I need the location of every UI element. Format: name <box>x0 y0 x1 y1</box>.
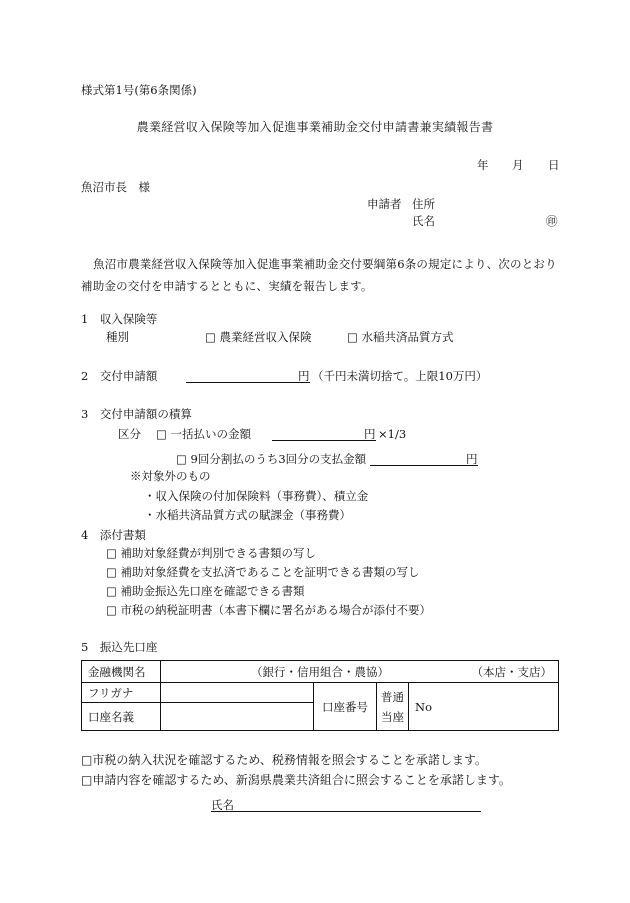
installment-amount-field[interactable] <box>370 452 478 466</box>
lump-sum-option[interactable]: □ 一括払いの金額 <box>156 427 252 441</box>
account-type-checking: 当座 <box>381 709 404 724</box>
signature-label: 氏名 <box>211 798 481 812</box>
furigana-field[interactable] <box>161 683 314 703</box>
seal-mark: ㊞ <box>546 214 558 228</box>
lump-sum-amount-field[interactable] <box>272 427 376 441</box>
section2-heading: 2 交付申請額 <box>81 369 158 383</box>
bank-types: （銀行・信用組合・農協） <box>251 664 389 679</box>
date-year: 年 <box>477 158 489 172</box>
installment-unit: 円 <box>466 452 478 466</box>
consent-mutual-aid[interactable]: □申請内容を確認するため、新潟県農業共済組合に照会することを承諾します。 <box>81 773 511 787</box>
section1-heading: 1 収入保険等 <box>81 312 158 326</box>
excluded-item: ・収入保険の付加保険料（事務費）、積立金 <box>144 489 369 503</box>
date-day: 日 <box>548 158 560 172</box>
attachment-item[interactable]: □ 補助対象経費を支払済であることを証明できる書類の写し <box>106 565 420 579</box>
signature-field[interactable] <box>211 798 481 812</box>
branch-types: （本店・支店） <box>471 664 552 679</box>
date-month: 月 <box>512 158 524 172</box>
intro-paragraph: 魚沼市農業経営収入保険等加入促進事業補助金交付要綱第6条の規定により、次のとおり補助金の交付を申請するとともに、実績を報告します。 <box>81 257 557 293</box>
form-label: 様式第1号(第6条関係) <box>81 83 197 97</box>
lump-sum-suffix: ×1/3 <box>378 427 407 441</box>
addressee: 魚沼市長 様 <box>81 180 150 194</box>
lump-sum-unit: 円 <box>364 427 376 441</box>
name-label: 氏名 <box>412 214 435 228</box>
type-label: 種別 <box>106 330 129 344</box>
option-rice-quality[interactable]: □ 水稲共済品質方式 <box>347 330 454 344</box>
attachment-item[interactable]: □ 市税の納税証明書（本書下欄に署名がある場合が添付不要） <box>106 603 432 617</box>
class-label: 区分 <box>118 427 141 441</box>
furigana-label: フリガナ <box>82 683 161 703</box>
applicant-label: 申請者 <box>367 197 402 211</box>
section3-heading: 3 交付申請額の積算 <box>81 407 192 421</box>
option-income-insurance[interactable]: □ 農業経営収入保険 <box>205 330 312 344</box>
bank-account-table <box>81 660 559 731</box>
amount-unit: 円 <box>298 369 310 383</box>
account-name-label: 口座名義 <box>82 703 161 731</box>
consent-tax-info[interactable]: □市税の納入状況を確認するため、税務情報を照会することを承諾します。 <box>81 753 487 767</box>
address-label: 住所 <box>412 197 435 211</box>
application-amount-field[interactable] <box>186 369 310 383</box>
account-type-cell[interactable] <box>377 683 409 731</box>
section5-heading: 5 振込先口座 <box>81 640 158 654</box>
section4-heading: 4 添付書類 <box>81 528 146 542</box>
form-title: 農業経営収入保険等加入促進事業補助金交付申請書兼実績報告書 <box>136 120 494 134</box>
bank-name-label: 金融機関名 <box>82 661 161 683</box>
bank-name-cell[interactable] <box>161 661 559 683</box>
excluded-item: ・水稲共済品質方式の賦課金（事務費） <box>144 508 351 522</box>
account-type-savings: 普通 <box>381 689 404 704</box>
attachment-item[interactable]: □ 補助金振込先口座を確認できる書類 <box>106 584 305 598</box>
amount-note: （千円未満切捨て。上限10万円） <box>312 369 488 383</box>
excluded-heading: ※対象外のもの <box>130 469 211 483</box>
no-label: No <box>415 699 433 714</box>
account-number-label: 口座番号 <box>314 683 377 731</box>
attachment-item[interactable]: □ 補助対象経費が判別できる書類の写し <box>106 546 317 560</box>
installment-option[interactable]: □ 9回分割払のうち3回分の支払金額 <box>176 452 367 466</box>
account-name-field[interactable] <box>161 703 314 731</box>
account-number-field[interactable] <box>409 683 559 731</box>
